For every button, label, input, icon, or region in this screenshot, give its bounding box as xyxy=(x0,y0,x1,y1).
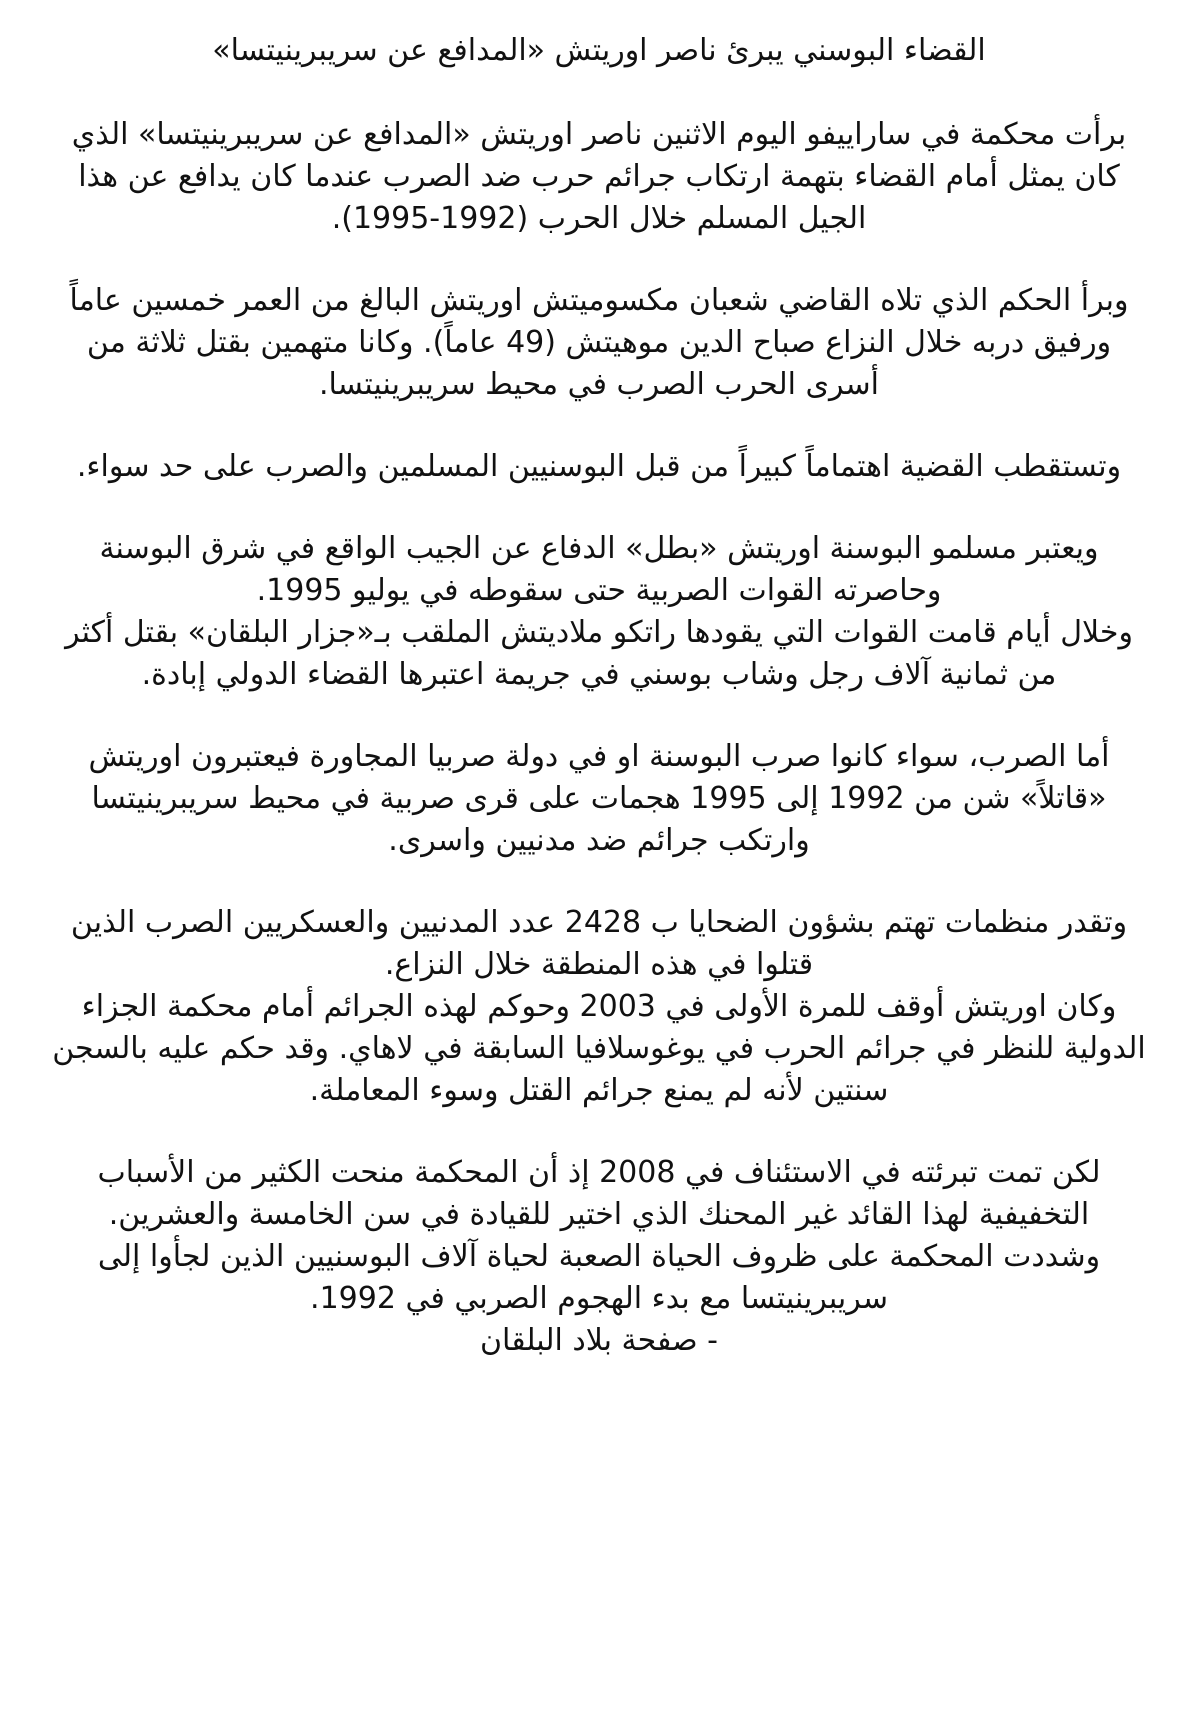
paragraph-appeal: لكن تمت تبرئته في الاستئناف في 2008 إذ أن المحكمة منحت الكثير من الأسباب التخفيفية لهذا القائد غير المحنك الذي اختير للقيادة في سن الخامسة والعشرين. xyxy=(97,1155,1101,1232)
paragraph-victims: وتقدر منظمات تهتم بشؤون الضحايا ب 2428 عدد المدنيين والعسكريين الصرب الذين قتلوا في هذه المنطقة خلال النزاع. xyxy=(70,905,1128,982)
paragraph-serbs-view: أما الصرب، سواء كانوا صرب البوسنة او في دولة صربيا المجاورة فيعتبرون اوريتش «قاتلاً» شن من 1992 إلى 1995 هجمات على قرى صربية في محيط سريبرينيتسا وارتكب جرائم ضد مدنيين واسرى. xyxy=(88,739,1110,858)
paragraph-massacre: وخلال أيام قامت القوات التي يقودها راتكو ملاديتش الملقب بـ«جزار البلقان» بقتل أكثر من ثمانية آلاف رجل وشاب بوسني في جريمة اعتبرها القضاء الدولي إبادة. xyxy=(65,615,1133,692)
paragraph-living-conditions: وشددت المحكمة على ظروف الحياة الصعبة لحياة آلاف البوسنيين الذين لجأوا إلى سريبرينيتسا مع بدء الهجوم الصربي في 1992. xyxy=(97,1239,1101,1316)
source-credit: - صفحة بلاد البلقان xyxy=(480,1323,718,1358)
paragraph-arrest: وكان اوريتش أوقف للمرة الأولى في 2003 وحوكم لهذه الجرائم أمام محكمة الجزاء الدولية للنظر في جرائم الحرب في يوغوسلافيا السابقة في لاهاي. وقد حكم عليه بالسجن سنتين لأنه لم يمنع جرائم القتل وسوء المعاملة. xyxy=(52,989,1146,1108)
paragraph-attention: وتستقطب القضية اهتماماً كبيراً من قبل البوسنيين المسلمين والصرب على حد سواء. xyxy=(76,449,1122,484)
paragraph-judge: وبرأ الحكم الذي تلاه القاضي شعبان مكسوميتش اوريتش البالغ من العمر خمسين عاماً ورفيق دربه خلال النزاع صباح الدين موهيتش (49 عاماً). وكانا متهمين بقتل ثلاثة من أسرى الحرب الصرب في محيط سريبرينيتسا. xyxy=(69,283,1129,402)
paragraph-hero: ويعتبر مسلمو البوسنة اوريتش «بطل» الدفاع عن الجيب الواقع في شرق البوسنة وحاصرته القوات الصربية حتى سقوطه في يوليو 1995. xyxy=(99,531,1099,608)
article-title: القضاء البوسني يبرئ ناصر اوريتش «المدافع عن سريبرينيتسا» xyxy=(212,33,986,68)
paragraph-verdict: برأت محكمة في ساراييفو اليوم الاثنين ناصر اوريتش «المدافع عن سريبرينيتسا» الذي كان يمثل أمام القضاء بتهمة ارتكاب جرائم حرب ضد الصرب عندما كان يدافع عن هذا الجيل المسلم خلال الحرب (1992-1995). xyxy=(71,117,1127,236)
